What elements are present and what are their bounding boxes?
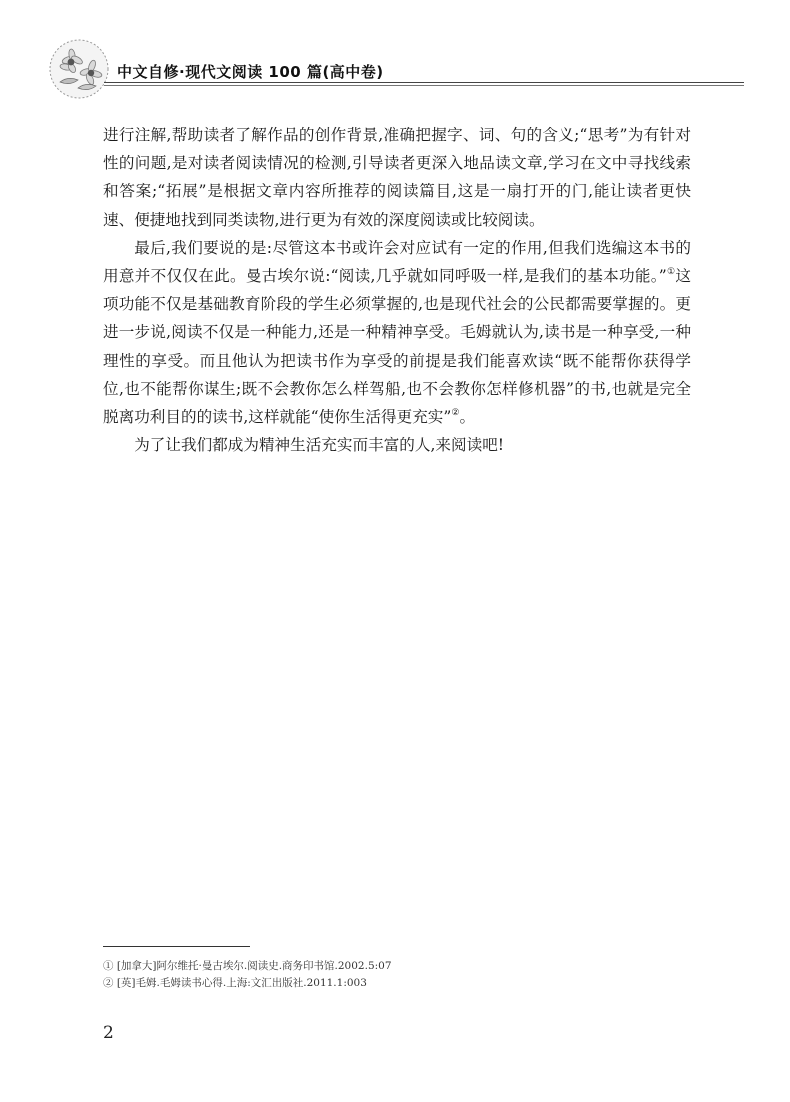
footnotes — [103, 958, 392, 992]
footnote-ref: ② — [451, 408, 460, 419]
paragraph-text: 最后,我们要说的是:尽管这本书或许会对应试有一定的作用,但我们选编这本书的用意并不仅仅在此。曼古埃尔说:“阅读,几乎就如同呼吸一样,是我们的基本功能。” — [103, 238, 691, 286]
footnote: ① [加拿大]阿尔维托·曼古埃尔.阅读史.商务印书馆.2002.5:07 — [103, 960, 392, 972]
header-title: 中文自修·现代文阅读 100 篇(高中卷) — [117, 63, 384, 81]
paragraph-text: 这项功能不仅是基础教育阶段的学生必须掌握的,也是现代社会的公民都需要掌握的。更进一步说,阅读不仅是一种能力,还是一种精神享受。毛姆就认为,读书是一种享受,一种理性的享受。而且他认为把读书作为享受的前提是我们能喜欢读“既不能帮你获得学位,也不能帮你谋生;既不会教你怎么样驾船,也不会教你怎样修机器”的书,也就是完全脱离功利目的的读书,这样就能“使你生活得更充实” — [103, 267, 691, 427]
paragraph: 为了让我们都成为精神生活充实而丰富的人,来阅读吧! — [134, 436, 505, 455]
footnote: ② [英]毛姆.毛姆读书心得.上海:文汇出版社.2011.1:003 — [103, 977, 367, 989]
paragraph: 进行注解,帮助读者了解作品的创作背景,准确把握字、词、句的含义;“思考”为有针对性的问题,是对读者阅读情况的检测,引导读者更深入地品读文章,学习在文中寻找线索和答案;“拓展”是根据文章内容所推荐的阅读篇目,这是一扇打开的门,能让读者更快速、便捷地找到同类读物,进行更为有效的深度阅读或比较阅读。 — [103, 126, 691, 229]
flower-emblem-icon — [48, 38, 110, 100]
page-header — [0, 0, 790, 100]
page-number: 2 — [103, 1023, 114, 1043]
header-rule — [104, 82, 744, 83]
paragraph-text: 。 — [459, 408, 476, 427]
paragraph — [103, 234, 691, 431]
footnote-ref: ① — [666, 267, 676, 278]
body-text — [103, 121, 691, 459]
footnote-divider — [103, 946, 250, 947]
header-rule-thin — [104, 85, 744, 86]
